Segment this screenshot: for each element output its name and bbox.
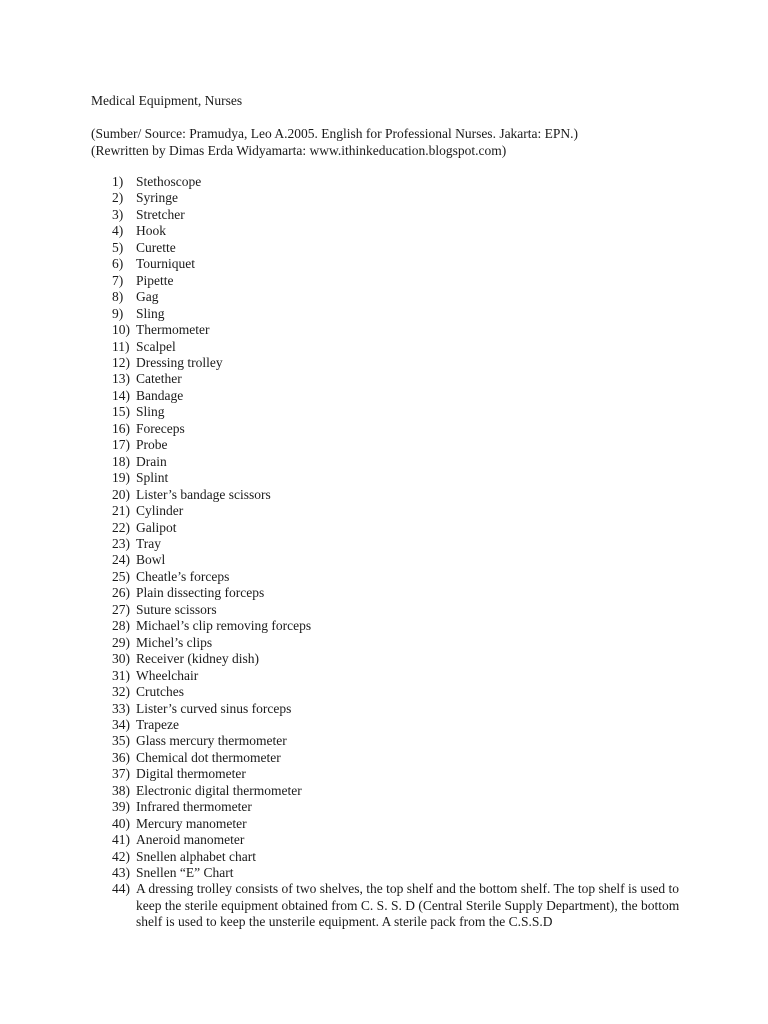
list-item-text: Digital thermometer <box>136 766 246 782</box>
list-item-number: 5) <box>112 239 124 255</box>
list-item-number: 18) <box>112 453 130 469</box>
list-item-text: Stretcher <box>136 206 185 222</box>
list-item <box>112 470 692 486</box>
list-item-number: 6) <box>112 256 124 272</box>
list-item <box>112 322 692 338</box>
list-item-text: Michel’s clips <box>136 634 213 650</box>
list-item-number: 12) <box>112 354 130 370</box>
list-item-number: 44) <box>112 881 130 897</box>
list-item <box>112 240 692 256</box>
list-item <box>112 388 692 404</box>
list-item <box>112 454 692 470</box>
list-item <box>112 865 692 881</box>
list-item-text: Thermometer <box>136 322 210 338</box>
list-item <box>112 684 692 700</box>
list-item-number: 27) <box>112 601 130 617</box>
source-line-2: (Rewritten by Dimas Erda Widyamarta: www.ithinkeducation.blogspot.com) <box>91 142 507 158</box>
list-item-number: 42) <box>112 848 130 864</box>
list-item-text: Crutches <box>136 684 184 700</box>
list-item-text: Tourniquet <box>136 256 196 272</box>
list-item-number: 15) <box>112 404 130 420</box>
source-citation <box>91 126 578 159</box>
list-item <box>112 437 692 453</box>
list-item-text: Probe <box>136 437 168 453</box>
list-item <box>112 585 692 601</box>
list-item-text: Glass mercury thermometer <box>136 733 287 749</box>
list-item-number: 39) <box>112 799 130 815</box>
list-item-number: 10) <box>112 322 130 338</box>
list-item-number: 28) <box>112 618 130 634</box>
list-item-text: Catether <box>136 371 182 387</box>
list-item-text: Wheelchair <box>136 667 199 683</box>
list-item <box>112 289 692 305</box>
list-item-text: Tray <box>136 535 162 551</box>
list-item <box>112 783 692 799</box>
list-item-number: 36) <box>112 749 130 765</box>
list-item-text: Infrared thermometer <box>136 799 252 815</box>
list-item <box>112 552 692 568</box>
list-item <box>112 421 692 437</box>
list-item-number: 37) <box>112 766 130 782</box>
list-item-text: Trapeze <box>136 716 179 732</box>
list-item-text: Cheatle’s forceps <box>136 568 230 584</box>
list-item-number: 16) <box>112 420 130 436</box>
list-item <box>112 306 692 322</box>
list-item-text: Sling <box>136 305 165 321</box>
list-item-number: 2) <box>112 190 124 206</box>
list-item <box>112 256 692 272</box>
list-item <box>112 569 692 585</box>
list-item <box>112 339 692 355</box>
list-item-text: Bandage <box>136 387 184 403</box>
list-item-number: 25) <box>112 568 130 584</box>
list-item-number: 24) <box>112 552 130 568</box>
list-item-number: 7) <box>112 272 124 288</box>
list-item-number: 8) <box>112 289 124 305</box>
list-item-number: 29) <box>112 634 130 650</box>
list-item <box>112 503 692 519</box>
list-item-number: 17) <box>112 437 130 453</box>
list-item-text: Electronic digital thermometer <box>136 782 302 798</box>
list-item-number: 22) <box>112 519 130 535</box>
list-item <box>112 618 692 634</box>
list-item-text: Sling <box>136 404 165 420</box>
list-item-text: Chemical dot thermometer <box>136 749 281 765</box>
list-item-text: Receiver (kidney dish) <box>136 651 259 667</box>
list-item-text: A dressing trolley consists of two shelves, the top shelf and the bottom shelf. The top shelf is used to keep the sterile equipment obtained from C. S. S. D (Central Sterile Supply Department), the bottom shelf is used to keep the unsterile equipment. A sterile pack from the C.S.S.D <box>136 881 680 930</box>
list-item-text: Michael’s clip removing forceps <box>136 618 312 634</box>
list-item <box>112 536 692 552</box>
list-item <box>112 668 692 684</box>
list-item-number: 21) <box>112 503 130 519</box>
list-item-number: 38) <box>112 782 130 798</box>
list-item <box>112 371 692 387</box>
list-item-text: Mercury manometer <box>136 815 247 831</box>
list-item <box>112 520 692 536</box>
list-item-number: 3) <box>112 206 124 222</box>
list-item <box>112 635 692 651</box>
list-item <box>112 701 692 717</box>
list-item <box>112 174 692 190</box>
list-item-text: Snellen alphabet chart <box>136 848 256 864</box>
list-item-number: 32) <box>112 684 130 700</box>
list-item-number: 34) <box>112 716 130 732</box>
list-item-text: Drain <box>136 453 167 469</box>
list-item <box>112 799 692 815</box>
list-item <box>112 832 692 848</box>
list-item <box>112 816 692 832</box>
list-item <box>112 881 692 930</box>
equipment-list <box>112 174 692 931</box>
list-item-text: Gag <box>136 289 159 305</box>
list-item-number: 11) <box>112 338 130 354</box>
list-item-number: 23) <box>112 535 130 551</box>
list-item-text: Snellen “E” Chart <box>136 865 234 881</box>
list-item-number: 19) <box>112 470 130 486</box>
list-item-number: 43) <box>112 865 130 881</box>
list-item <box>112 404 692 420</box>
list-item <box>112 487 692 503</box>
list-item <box>112 750 692 766</box>
list-item-text: Suture scissors <box>136 601 217 617</box>
list-item-number: 14) <box>112 387 130 403</box>
list-item-number: 9) <box>112 305 124 321</box>
list-item-text: Hook <box>136 223 166 239</box>
list-item-text: Dressing trolley <box>136 354 223 370</box>
list-item-number: 33) <box>112 700 130 716</box>
list-item <box>112 190 692 206</box>
list-item-text: Galipot <box>136 519 177 535</box>
list-item <box>112 766 692 782</box>
list-item-text: Splint <box>136 470 169 486</box>
list-item-text: Bowl <box>136 552 166 568</box>
list-item-number: 40) <box>112 815 130 831</box>
list-item-text: Curette <box>136 239 176 255</box>
list-item <box>112 223 692 239</box>
list-item-text: Lister’s curved sinus forceps <box>136 700 292 716</box>
list-item-text: Foreceps <box>136 420 185 436</box>
list-item-text: Cylinder <box>136 503 184 519</box>
list-item-text: Scalpel <box>136 338 176 354</box>
list-item-text: Syringe <box>136 190 178 206</box>
list-item-number: 13) <box>112 371 130 387</box>
list-item-number: 4) <box>112 223 124 239</box>
list-item <box>112 355 692 371</box>
list-item-text: Stethoscope <box>136 174 202 189</box>
document-title: Medical Equipment, Nurses <box>91 93 243 108</box>
list-item-text: Plain dissecting forceps <box>136 585 265 601</box>
list-item <box>112 651 692 667</box>
list-item-text: Aneroid manometer <box>136 832 245 848</box>
list-item-text: Pipette <box>136 272 174 288</box>
list-item <box>112 717 692 733</box>
list-item-number: 31) <box>112 667 130 683</box>
source-line-1: (Sumber/ Source: Pramudya, Leo A.2005. English for Professional Nurses. Jakarta: EPN.) <box>91 126 579 141</box>
list-item <box>112 849 692 865</box>
list-item <box>112 273 692 289</box>
list-item-number: 20) <box>112 486 130 502</box>
list-item-number: 1) <box>112 174 124 189</box>
list-item-number: 41) <box>112 832 130 848</box>
list-item <box>112 733 692 749</box>
list-item-number: 26) <box>112 585 130 601</box>
list-item <box>112 207 692 223</box>
list-item-number: 30) <box>112 651 130 667</box>
list-item-number: 35) <box>112 733 130 749</box>
list-item <box>112 602 692 618</box>
list-item-text: Lister’s bandage scissors <box>136 486 271 502</box>
